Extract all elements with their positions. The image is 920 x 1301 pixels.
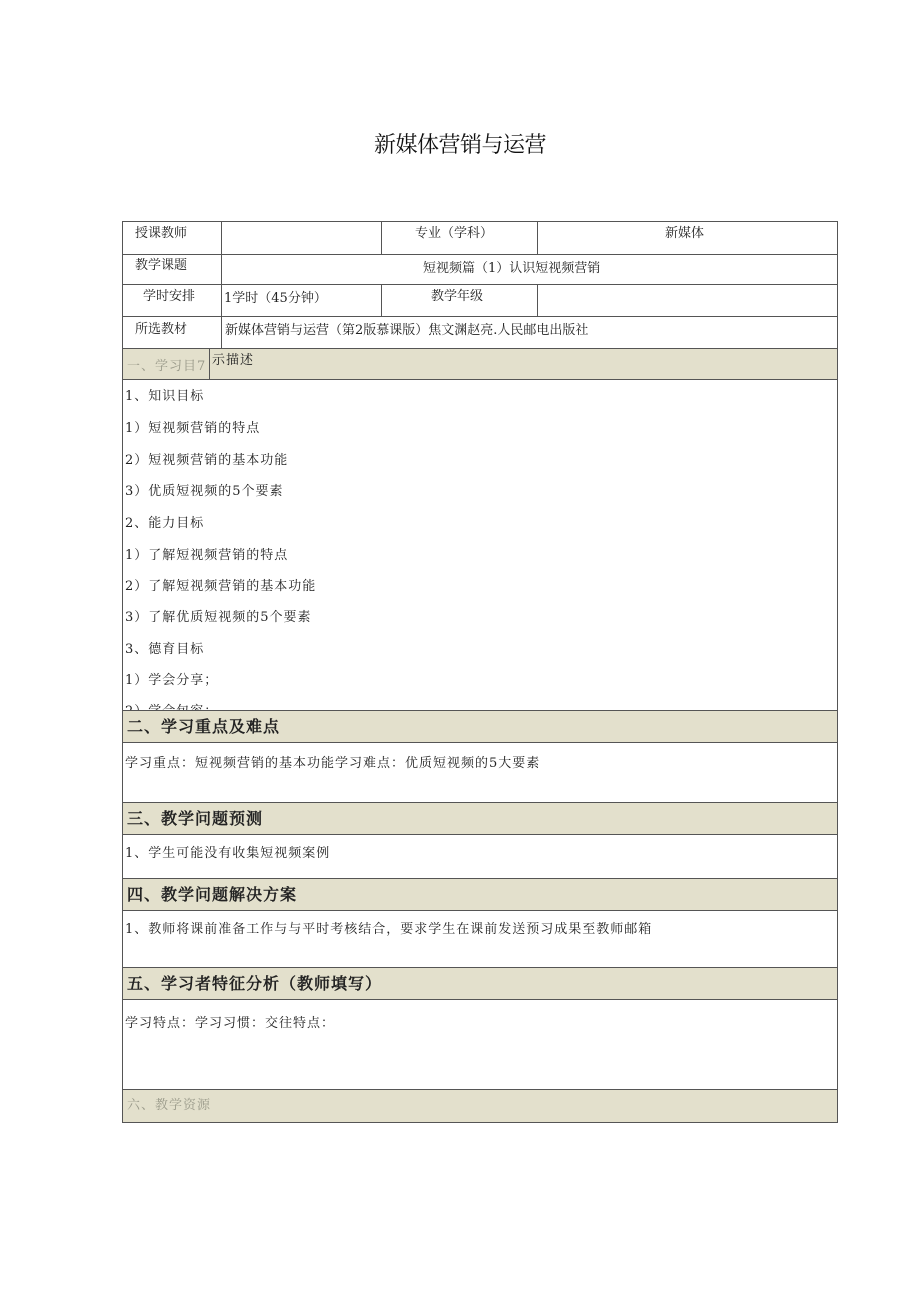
section3-content: 1、学生可能没有收集短视频案例 [125,846,331,861]
list-item: 2）短视频营销的基本功能 [125,453,289,468]
textbook-value: 新媒体营销与运营（第2版慕课版）焦文渊赵亮.人民邮电出版社 [225,323,589,338]
col-divider [381,222,382,254]
section6-heading: 六、教学资源 [127,1098,212,1113]
row-divider [123,742,837,743]
major-label: 专业（学科） [415,226,494,241]
list-item: 2）了解短视频营销的基本功能 [125,579,317,594]
section1-heading: 一、学习目7 [127,359,207,374]
row-divider [123,710,837,711]
col-divider [381,284,382,316]
teacher-label: 授课教师 [135,226,188,241]
section2-heading: 二、学习重点及难点 [127,717,281,736]
list-item: 1）了解短视频营销的特点 [125,548,289,563]
row-divider [123,316,837,317]
col-divider [537,284,538,316]
hours-label: 学时安排 [143,289,196,304]
list-item: 1、知识目标 [125,389,205,404]
document-title: 新媒体营销与运营 [373,133,546,158]
list-item: 2、能力目标 [125,516,205,531]
topic-label: 教学课题 [135,258,188,273]
row-divider [123,348,837,349]
list-item: 1）短视频营销的特点 [125,421,261,436]
col-divider [537,222,538,254]
major-value: 新媒体 [665,226,705,241]
hours-value: 1学时（45分钟） [224,291,327,306]
list-item: 1）学会分享； [125,673,219,688]
grade-label: 教学年级 [431,289,484,304]
row-divider [123,910,837,911]
list-item: 3、德育目标 [125,642,205,657]
section2-content: 学习重点：短视频营销的基本功能学习难点：优质短视频的5大要素 [125,756,541,771]
row-divider [123,999,837,1000]
section-header-band [123,1090,837,1122]
lesson-plan-table [122,221,838,1123]
row-divider [123,834,837,835]
list-item: 3）了解优质短视频的5个要素 [125,610,312,625]
textbook-label: 所选教材 [135,322,188,337]
section1-content [123,379,837,710]
section4-content: 1、教师将课前准备工作与与平时考核结合，要求学生在课前发送预习成果至教师邮箱 [125,922,653,937]
col-divider [209,348,210,379]
row-divider [123,284,837,285]
section5-heading: 五、学习者特征分析（教师填写） [127,974,383,993]
row-divider [123,254,837,255]
section5-content: 学习特点：学习习惯：交往特点： [125,1016,336,1031]
section4-heading: 四、教学问题解决方案 [127,885,298,904]
section1-heading-suffix: 示描述 [212,353,255,368]
col-divider [221,222,222,348]
list-item: 3）优质短视频的5个要素 [125,484,284,499]
topic-value: 短视频篇（1）认识短视频营销 [423,261,601,276]
section3-heading: 三、教学问题预测 [127,809,264,828]
